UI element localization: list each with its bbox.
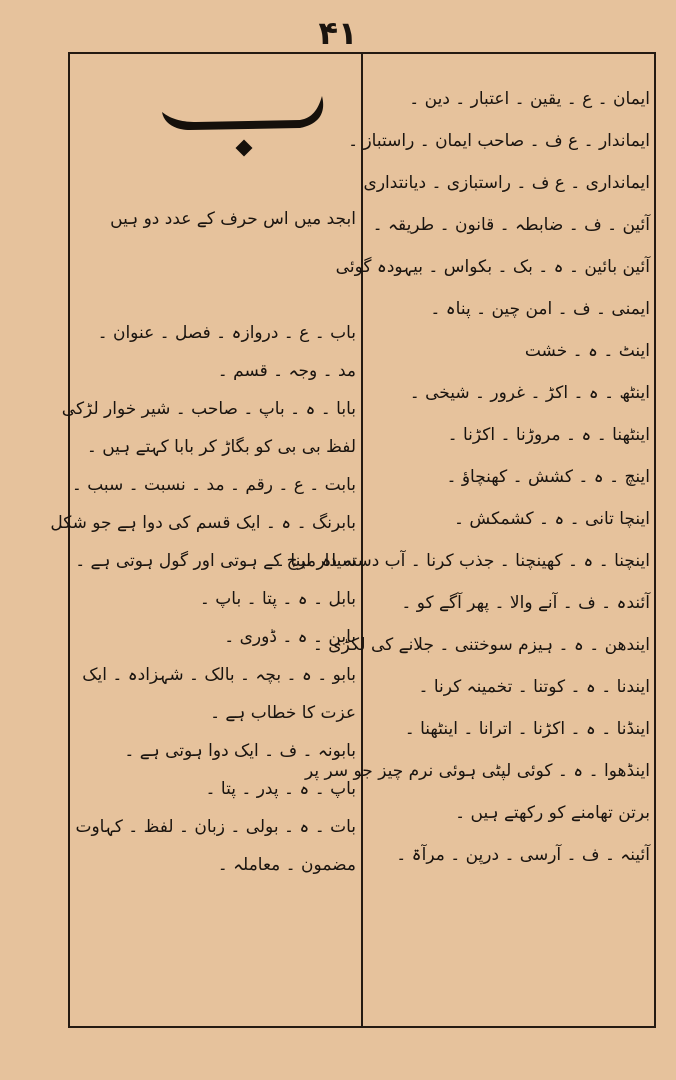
entry-eendhan: ایندھن ۔ ہ ۔ ہیزم سوختنی ۔ جلانے کی لکڑی ۔ xyxy=(312,635,650,655)
section-intro: ابجد میں اس حرف کے عدد دو ہیں xyxy=(110,209,356,229)
entry-babul: بابل ۔ ہ ۔ پتا ۔ باپ ۔ xyxy=(199,589,356,609)
entry-ainchatani: اینچا تانی ۔ ہ ۔ کشمکش ۔ xyxy=(454,509,650,529)
entry-baat: بات ۔ ہ ۔ بولی ۔ زبان ۔ لفظ ۔ کہاوت xyxy=(75,817,356,837)
entry-iman: ایمان ۔ ع ۔ یقین ۔ اعتبار ۔ دین ۔ xyxy=(409,89,650,109)
entry-aindhwa-cont: برتن تھامنے کو رکھتے ہیں ۔ xyxy=(455,803,650,823)
entry-aain-baain: آئین بائین ۔ ہ ۔ بک ۔ بکواس ۔ بیہودہ گوئی xyxy=(335,257,650,277)
entry-baat-cont: مضمون ۔ معاملہ ۔ xyxy=(217,855,356,875)
entry-ainchna: اینچنا ۔ ہ ۔ کھینچنا ۔ جذب کرنا ۔ آب دستہ دار لینا ۔ xyxy=(275,551,650,571)
entry-ainth: اینٹھ ۔ ہ ۔ اکڑ ۔ غرور ۔ شیخی ۔ xyxy=(409,383,650,403)
entry-aindhwa: اینڈھوا ۔ ہ ۔ کوئی لپٹی ہوئی نرم چیز جو سر پر xyxy=(304,761,650,781)
entry-babu: بابو ۔ ہ ۔ بچہ ۔ بالک ۔ شہزادہ ۔ ایک xyxy=(82,665,356,685)
entry-aaina: آئینہ ۔ ف ۔ آرسی ۔ درپن ۔ مرآۃ ۔ xyxy=(396,845,650,865)
entry-baban: بابن ۔ ہ ۔ ڈوری ۔ xyxy=(224,627,356,647)
entry-aindna: ایندنا ۔ ہ ۔ کوتنا ۔ تخمینہ کرنا ۔ xyxy=(418,677,650,697)
entry-aindna-2: اینڈنا ۔ ہ ۔ اکڑنا ۔ اترانا ۔ اینٹھنا ۔ xyxy=(404,719,650,739)
entry-aain: آئین ۔ ف ۔ ضابطہ ۔ قانون ۔ طریقہ ۔ xyxy=(372,215,650,235)
entry-ainthna: اینٹھنا ۔ ہ ۔ مروڑنا ۔ اکڑنا ۔ xyxy=(447,425,650,445)
letter-be-glyph xyxy=(150,90,330,170)
entry-ainda: آئندہ ۔ ف ۔ آنے والا ۔ پھر آگے کو ۔ xyxy=(401,593,650,613)
entry-eent: اینٹ ۔ ہ ۔ خشت xyxy=(524,341,650,361)
entry-baap: باپ ۔ ہ ۔ پدر ۔ پتا ۔ xyxy=(205,779,356,799)
entry-ainch: اینچ ۔ ہ ۔ کشش ۔ کھنچاؤ ۔ xyxy=(446,467,650,487)
page-number: ۴۱ xyxy=(318,14,358,52)
entry-babat: بابت ۔ ع ۔ رقم ۔ مد ۔ نسبت ۔ سبب ۔ xyxy=(71,475,356,495)
entry-babrang-cont: سیاہ مرچ کے ہوتی اور گول ہوتی ہے ۔ xyxy=(75,551,356,571)
entry-bab-cont: مد ۔ وجہ ۔ قسم ۔ xyxy=(217,361,356,381)
entry-babu-cont: عزت کا خطاب ہے ۔ xyxy=(210,703,356,723)
entry-imandari: ایمانداری ۔ ع ف ۔ راستبازی ۔ دیانتداری xyxy=(363,173,650,193)
entry-baba: بابا ۔ ہ ۔ باپ ۔ صاحب ۔ شیر خوار لڑکی xyxy=(61,399,356,419)
entry-babrang: بابرنگ ۔ ہ ۔ ایک قسم کی دوا ہے جو شکل xyxy=(50,513,356,533)
spacer xyxy=(76,238,356,314)
entry-bab: باب ۔ ع ۔ دروازہ ۔ فصل ۔ عنوان ۔ xyxy=(97,323,356,343)
entry-babuna: بابونہ ۔ ف ۔ ایک دوا ہوتی ہے ۔ xyxy=(124,741,356,761)
entry-baba-cont: لفظ بی بی کو بگاڑ کر بابا کہتے ہیں ۔ xyxy=(86,437,356,457)
entry-aimni: ایمنی ۔ ف ۔ امن چین ۔ پناہ ۔ xyxy=(430,299,650,319)
section-letter-be xyxy=(150,90,330,170)
entry-imandar: ایماندار ۔ ع ف ۔ صاحب ایمان ۔ راستباز ۔ xyxy=(348,131,650,151)
left-column xyxy=(50,200,356,884)
